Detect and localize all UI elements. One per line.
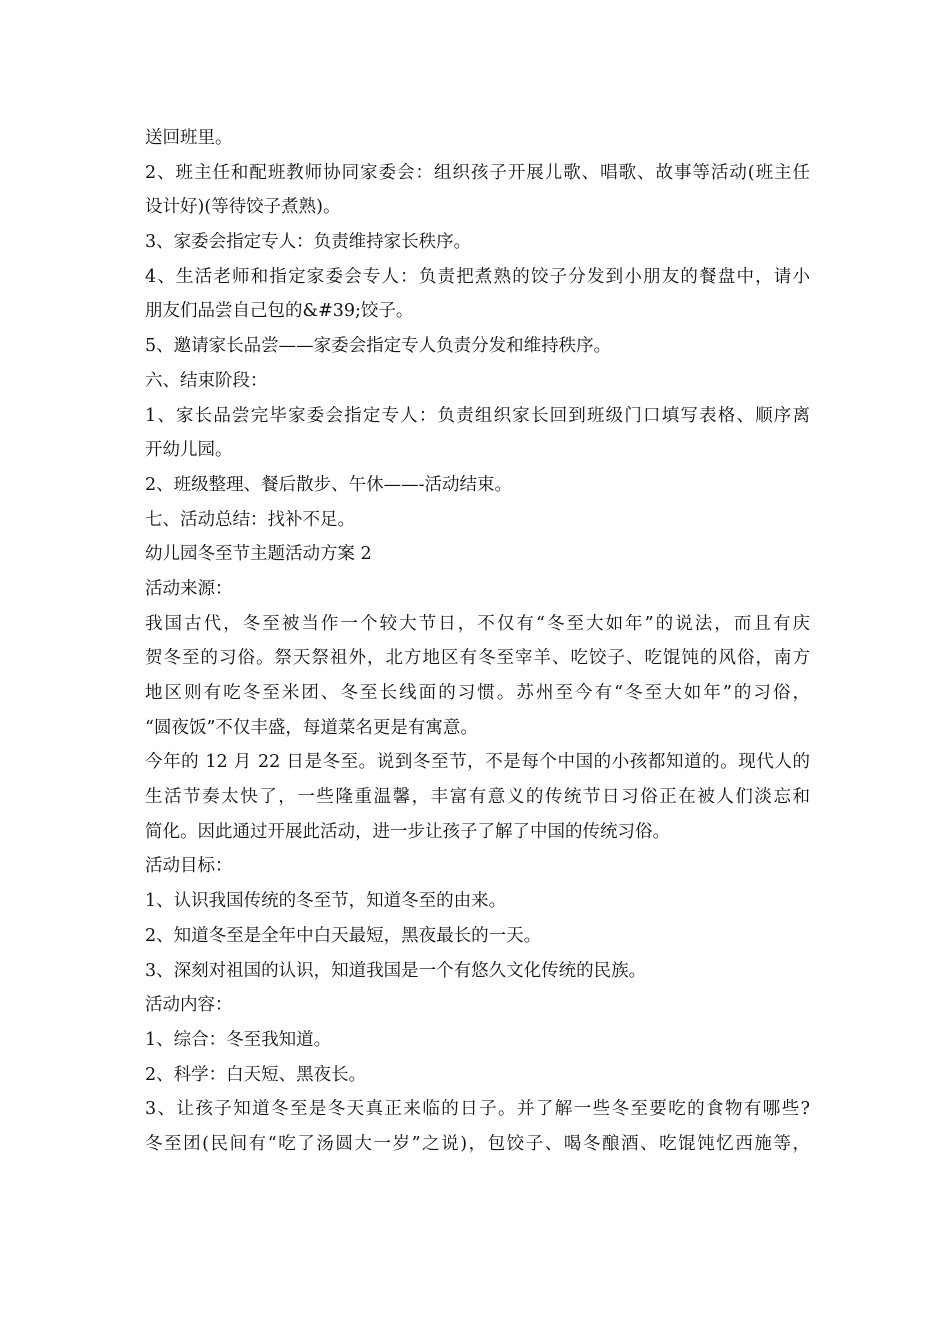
text-line: 3、深刻对祖国的认识，知道我国是一个有悠久文化传统的民族。 (145, 960, 647, 981)
text-line: 地区则有吃冬至米团、冬至长线面的习惯。苏州至今有“冬至大如年”的习俗， (145, 683, 810, 703)
text-line: 活动内容： (145, 995, 233, 1016)
text-line: 朋友们品尝自己包的&#39;饺子。 (145, 301, 414, 322)
text-line: 2、班主任和配班教师协同家委会：组织孩子开展儿歌、唱歌、故事等活动(班主任 (145, 162, 810, 183)
text-line: 设计好)(等待饺子煮熟)。 (145, 197, 341, 218)
text-line: 幼儿园冬至节主题活动方案 2 (145, 544, 372, 565)
text-line: 七、活动总结：找补不足。 (145, 509, 355, 530)
text-line: 活动目标： (145, 856, 233, 877)
text-line: 简化。因此通过开展此活动，进一步让孩子了解了中国的传统习俗。 (145, 821, 670, 842)
text-line: 开幼儿园。 (145, 440, 233, 461)
text-line: 我国古代，冬至被当作一个较大节日，不仅有“冬至大如年”的说法，而且有庆 (145, 613, 810, 634)
text-line: 六、结束阶段： (145, 370, 268, 391)
text-line: 5、邀请家长品尝——家委会指定专人负责分发和维持秩序。 (145, 336, 612, 357)
text-line: 送回班里。 (145, 128, 233, 148)
text-line: 2、科学：白天短、黑夜长。 (145, 1064, 367, 1085)
text-line: 今年的 12 月 22 日是冬至。说到冬至节，不是每个中国的小孩都知道的。现代人的 (145, 752, 810, 773)
text-line: 生活节奏太快了，一些隆重温馨，丰富有意义的传统节日习俗正在被人们淡忘和 (145, 787, 810, 808)
text-line: 2、知道冬至是全年中白天最短，黑夜最长的一天。 (145, 925, 542, 946)
text-line: 3、让孩子知道冬至是冬天真正来临的日子。并了解一些冬至要吃的食物有哪些? (145, 1099, 810, 1120)
text-line: 活动来源： (145, 578, 233, 599)
text-line: 3、家委会指定专人：负责维持家长秩序。 (145, 232, 472, 253)
text-line: 1、家长品尝完毕家委会指定专人：负责组织家长回到班级门口填写表格、顺序离 (145, 405, 810, 426)
text-line: 贺冬至的习俗。祭天祭祖外，北方地区有冬至宰羊、吃饺子、吃馄饨的风俗，南方 (145, 648, 810, 669)
text-line: 冬至团(民间有“吃了汤圆大一岁”之说)，包饺子、喝冬酿酒、吃馄饨忆西施等， (145, 1133, 810, 1154)
text-line: 4、生活老师和指定家委会专人：负责把煮熟的饺子分发到小朋友的餐盘中，请小 (145, 266, 810, 287)
text-line: 2、班级整理、餐后散步、午休——-活动结束。 (145, 474, 513, 495)
text-line: 1、综合：冬至我知道。 (145, 1029, 332, 1050)
text-line: “圆夜饭”不仅丰盛，每道菜名更是有寓意。 (145, 717, 478, 738)
document-body (145, 121, 810, 1162)
text-line: 1、认识我国传统的冬至节，知道冬至的由来。 (145, 891, 507, 912)
